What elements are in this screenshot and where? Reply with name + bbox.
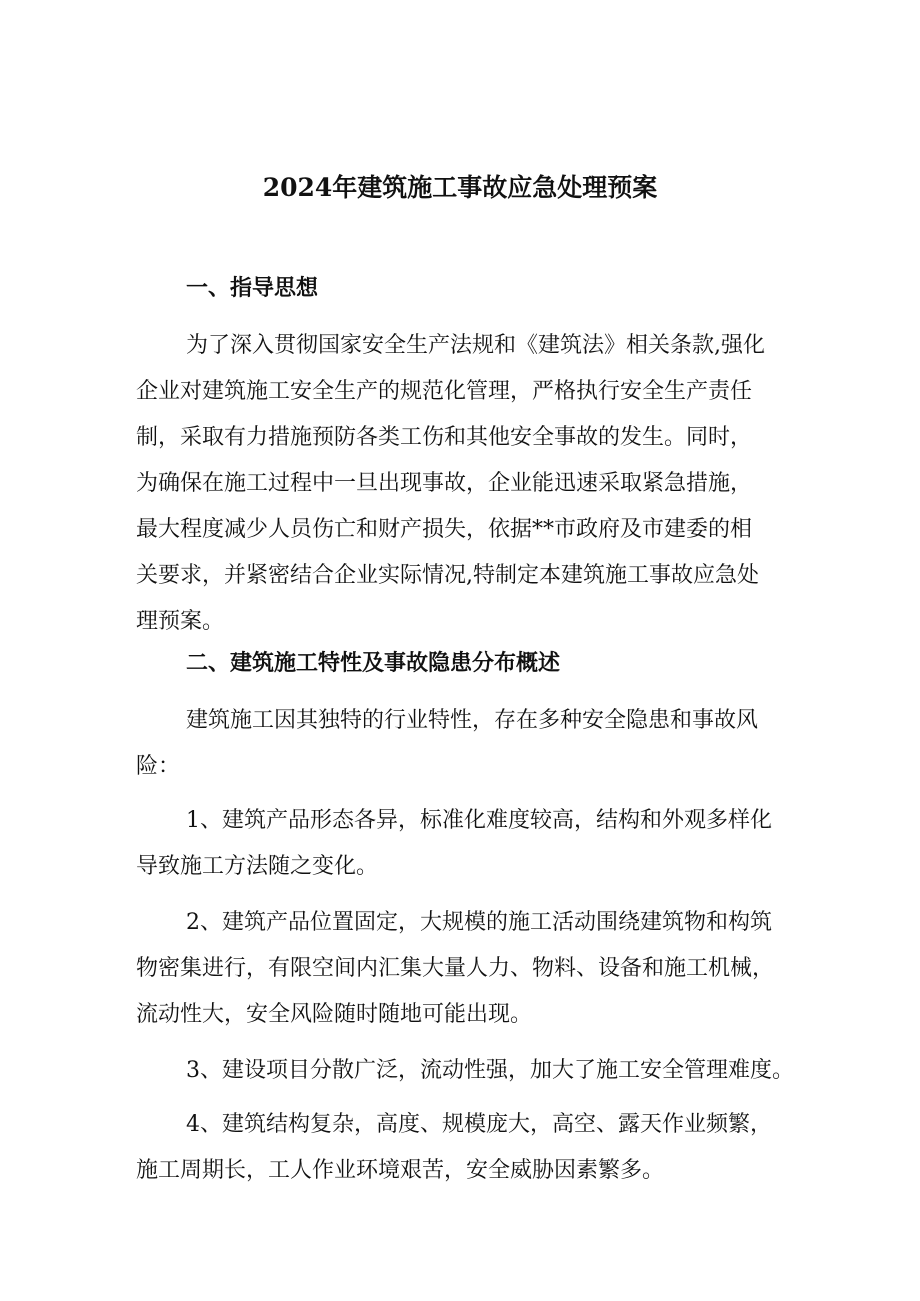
text-line: 企业对建筑施工安全生产的规范化管理，严格执行安全生产责任 <box>136 379 753 404</box>
paragraph-item-4 <box>136 1102 796 1194</box>
section-heading-guiding-thought: 一、指导思想 <box>186 276 319 301</box>
text-line: 险： <box>136 754 181 779</box>
paragraph-item-3 <box>136 1048 796 1094</box>
text-line: 物密集进行，有限空间内汇集大量人力、物料、设备和施工机械， <box>136 956 775 981</box>
paragraph-guiding-thought <box>136 323 796 645</box>
text-line: 2、建筑产品位置固定，大规模的施工活动围绕建筑物和构筑 <box>186 910 772 935</box>
text-line: 制，采取有力措施预防各类工伤和其他安全事故的发生。同时， <box>136 425 753 450</box>
text-line: 最大程度减少人员伤亡和财产损失，依据**市政府及市建委的相 <box>136 517 753 542</box>
text-line: 施工周期长，工人作业环境艰苦，安全威胁因素繁多。 <box>136 1158 665 1183</box>
document-title: 2024年建筑施工事故应急处理预案 <box>262 173 658 202</box>
section-heading-characteristics: 二、建筑施工特性及事故隐患分布概述 <box>186 651 561 676</box>
text-line: 理预案。 <box>136 609 225 634</box>
paragraph-intro <box>136 698 796 790</box>
paragraph-item-2 <box>136 900 796 1038</box>
text-line: 建筑施工因其独特的行业特性，存在多种安全隐患和事故风 <box>186 708 759 733</box>
text-line: 4、建筑结构复杂，高度、规模庞大，高空、露天作业频繁， <box>186 1112 772 1137</box>
document-body <box>136 274 796 1197</box>
text-line: 1、建筑产品形态各异，标准化难度较高，结构和外观多样化 <box>186 808 772 833</box>
text-line: 导致施工方法随之变化。 <box>136 854 379 879</box>
paragraph-item-1 <box>136 798 796 890</box>
text-line: 为确保在施工过程中一旦出现事故，企业能迅速采取紧急措施， <box>136 471 753 496</box>
text-line: 关要求，并紧密结合企业实际情况,特制定本建筑施工事故应急处 <box>136 563 759 588</box>
text-line: 3、建设项目分散广泛，流动性强，加大了施工安全管理难度。 <box>186 1058 794 1083</box>
text-line: 为了深入贯彻国家安全生产法规和《建筑法》相关条款,强化 <box>186 333 765 358</box>
text-line: 流动性大，安全风险随时随地可能出现。 <box>136 1002 533 1027</box>
